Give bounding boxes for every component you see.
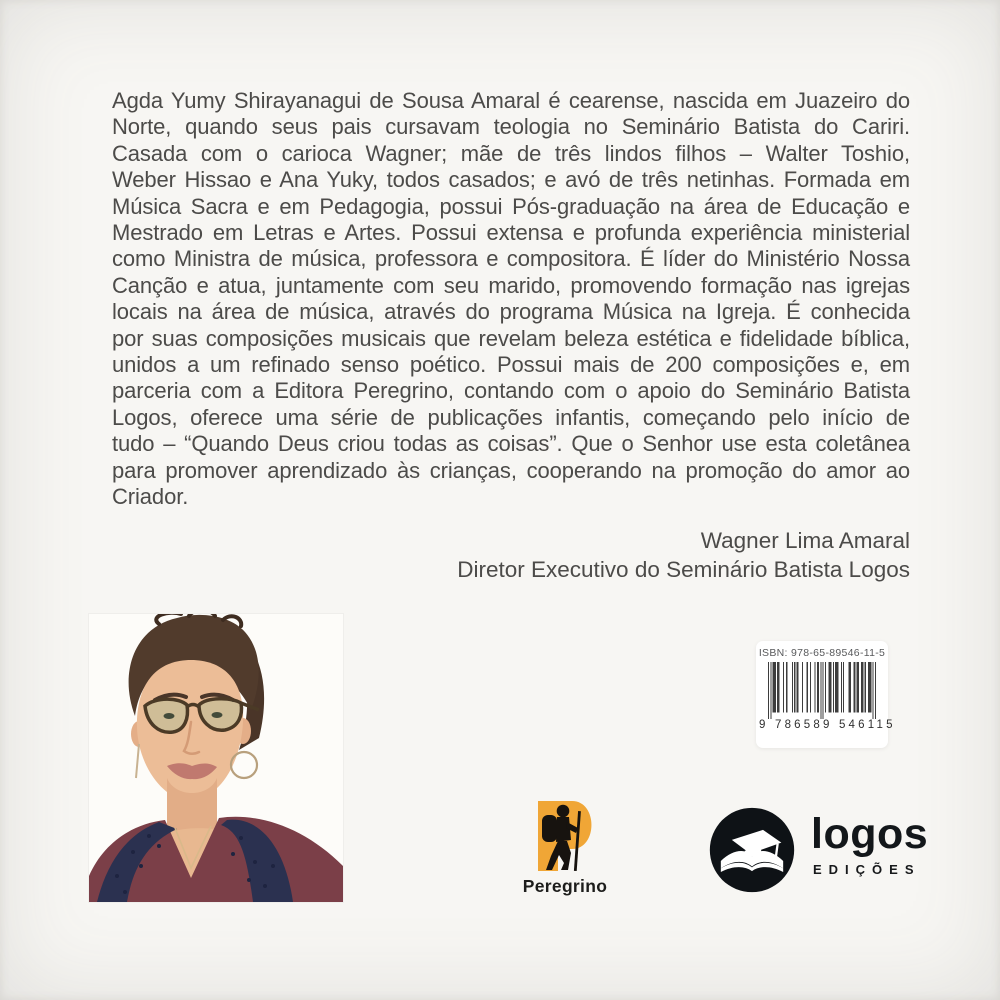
- peregrino-label: Peregrino: [522, 876, 608, 896]
- isbn-digits: 9 786589 546115: [759, 719, 896, 731]
- logos-subtitle: EDIÇÕES: [813, 862, 921, 877]
- publisher-peregrino-logo: [503, 799, 627, 897]
- peregrino-hiker-icon: [531, 799, 599, 873]
- bio-paragraph: Agda Yumy Shirayanagui de Sousa Amaral é cearense, nascida em Juazeiro do Norte, quando seus pais cursavam teologia no Seminário Batista do Cariri. Casada com o carioca Wagner; mãe de três lindos filhos – Walter Toshio, Weber Hissao e Ana Yuky, todos casados; e avó de três netinhas. Formada em Música Sacra e em Pedagogia, possui Pós-graduação na área de Educação e Mestrado em Letras e Artes. Possui extensa e profunda experiência ministerial como Ministra de música, professora e compositora. É líder do Ministério Nossa Canção e atua, juntamente com seu marido, promovendo formação nas igrejas locais na área de música, através do programa Música na Igreja. É conhecida por suas composições musicais que revelam beleza estética e fidelidade bíblica, unidos a um refinado senso poético. Possui mais de 200 composições e, em parceria com a Editora Peregrino, contando com o apoio do Seminário Batista Logos, oferece uma série de publicações infantis, começando pelo início de tudo – “Quando Deus criou todas as coisas”. Que o Senhor use esta coletânea para promover aprendizado às crianças, cooperando na promoção do amor ao Criador.: [112, 88, 910, 510]
- author-photo: [89, 614, 343, 902]
- isbn-barcode-box: [756, 641, 896, 748]
- signature-block: [457, 527, 910, 584]
- logos-label: logos: [811, 810, 929, 858]
- author-portrait-illustration: [89, 614, 343, 902]
- barcode-bars: [768, 662, 876, 719]
- publisher-logos-logo: [708, 806, 928, 894]
- logos-book-cap-icon: [708, 806, 796, 894]
- signature-name: Wagner Lima Amaral: [700, 528, 910, 553]
- isbn-label: ISBN: 978-65-89546-11-5: [758, 647, 886, 659]
- signature-title: Diretor Executivo do Seminário Batista Logos: [457, 556, 910, 582]
